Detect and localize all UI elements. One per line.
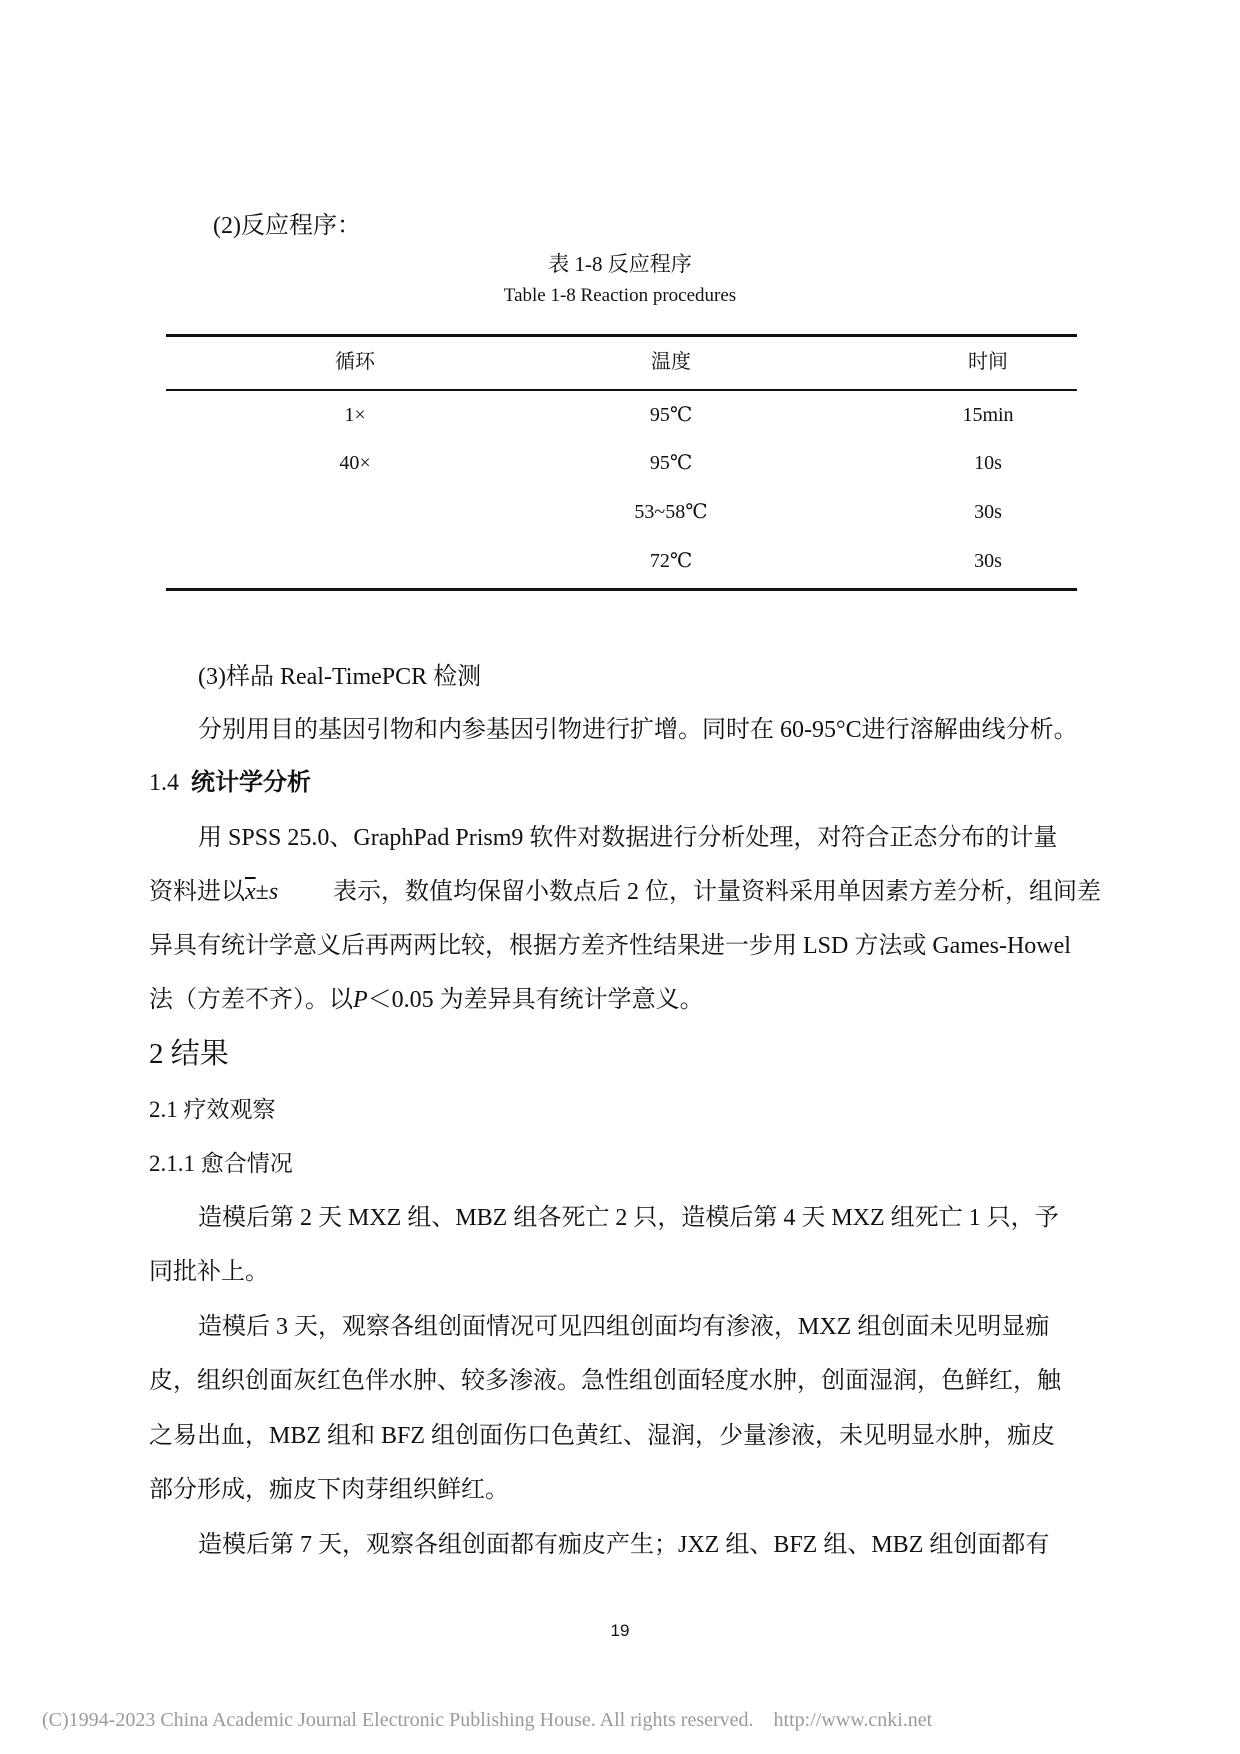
para2-line-3: 之易出血，MBZ 组和 BFZ 组创面伤口色黄红、湿润，少量渗液，未见明显水肿，痂皮: [149, 1423, 1056, 1449]
table-cell: 95℃: [649, 404, 693, 426]
stats-line-1: 用 SPSS 25.0、GraphPad Prism9 软件对数据进行分析处理，对符合正态分布的计量: [198, 825, 1058, 851]
stats-heading: [149, 770, 1052, 797]
table-cell: 30s: [974, 501, 1002, 523]
table-cell: 10s: [974, 452, 1002, 474]
table-cell: 1×: [344, 404, 366, 426]
table-cell: 30s: [974, 550, 1002, 572]
table-bottom-rule: [166, 588, 1077, 591]
table-mid-rule: [166, 389, 1077, 391]
table-cell: 15min: [962, 404, 1014, 426]
table-cell: 72℃: [649, 550, 693, 572]
para2-line-4: 部分形成，痂皮下肉芽组织鲜红。: [149, 1477, 509, 1503]
results-heading: 2 结果: [149, 1038, 229, 1070]
stats-heading-title: 统计学分析: [191, 770, 311, 796]
sd-s-symbol: s: [268, 879, 279, 905]
p-value-symbol: P: [353, 987, 368, 1013]
para3-line-1: 造模后第 7 天，观察各组创面都有痂皮产生；JXZ 组、BFZ 组、MBZ 组创面都有: [198, 1532, 1050, 1558]
table-caption-en: Table 1-8 Reaction procedures: [503, 285, 737, 306]
para1-line-1: 造模后第 2 天 MXZ 组、MBZ 组各死亡 2 只，造模后第 4 天 MXZ 组死亡 1 只，予: [198, 1205, 1059, 1231]
stats-line-2: [149, 879, 1101, 906]
plus-minus-symbol: ±: [255, 879, 269, 905]
stats-line-4a: 法（方差不齐）。以: [149, 987, 353, 1013]
subsubsection-heading: 2.1.1 愈合情况: [149, 1151, 293, 1176]
stats-line-2a: 资料进以: [149, 879, 245, 905]
mean-x-symbol: $\overline{x}$: [245, 879, 256, 905]
para2-line-2: 皮，组织创面灰红色伴水肿、较多渗液。急性组创面轻度水肿，创面湿润，色鲜红，触: [149, 1368, 1061, 1394]
table-caption-cn: 表 1-8 反应程序: [548, 252, 692, 276]
table-header-time: 时间: [968, 351, 1008, 373]
table-top-rule: [166, 334, 1077, 337]
table-cell: 95℃: [649, 452, 693, 474]
subsection-heading: [149, 1096, 1052, 1123]
page-number: 19: [610, 1621, 630, 1640]
stats-line-4: [149, 987, 1052, 1014]
table-cell: 40×: [339, 452, 371, 474]
stats-line-4b: ＜0.05 为差异具有统计学意义。: [367, 987, 704, 1013]
copyright-footer: (C)1994-2023 China Academic Journal Electronic Publishing House. All rights reserved. http://www.cnki.net: [42, 1709, 933, 1731]
table-header-temperature: 温度: [651, 351, 691, 373]
section3-text: 分别用目的基因引物和内参基因引物进行扩增。同时在 60-95°C进行溶解曲线分析。: [198, 717, 1078, 743]
para2-line-1: 造模后 3 天，观察各组创面情况可见四组创面均有渗液，MXZ 组创面未见明显痂: [198, 1314, 1050, 1340]
stats-line-2b: 表示，数值均保留小数点后 2 位，计量资料采用单因素方差分析，组间差: [333, 879, 1101, 905]
stats-heading-number: 1.4: [149, 770, 179, 796]
subsection-heading-text: 2.1 疗效观察: [149, 1097, 276, 1122]
procedure-heading: (2)反应程序：: [213, 213, 361, 239]
section3-heading: (3)样品 Real-TimePCR 检测: [198, 664, 482, 690]
table-cell: 53~58℃: [634, 501, 708, 523]
para1-line-2: 同批补上。: [149, 1259, 269, 1285]
table-header-cycle: 循环: [335, 351, 375, 373]
stats-line-3: 异具有统计学意义后再两两比较，根据方差齐性结果进一步用 LSD 方法或 Games-Howel: [149, 933, 1071, 959]
